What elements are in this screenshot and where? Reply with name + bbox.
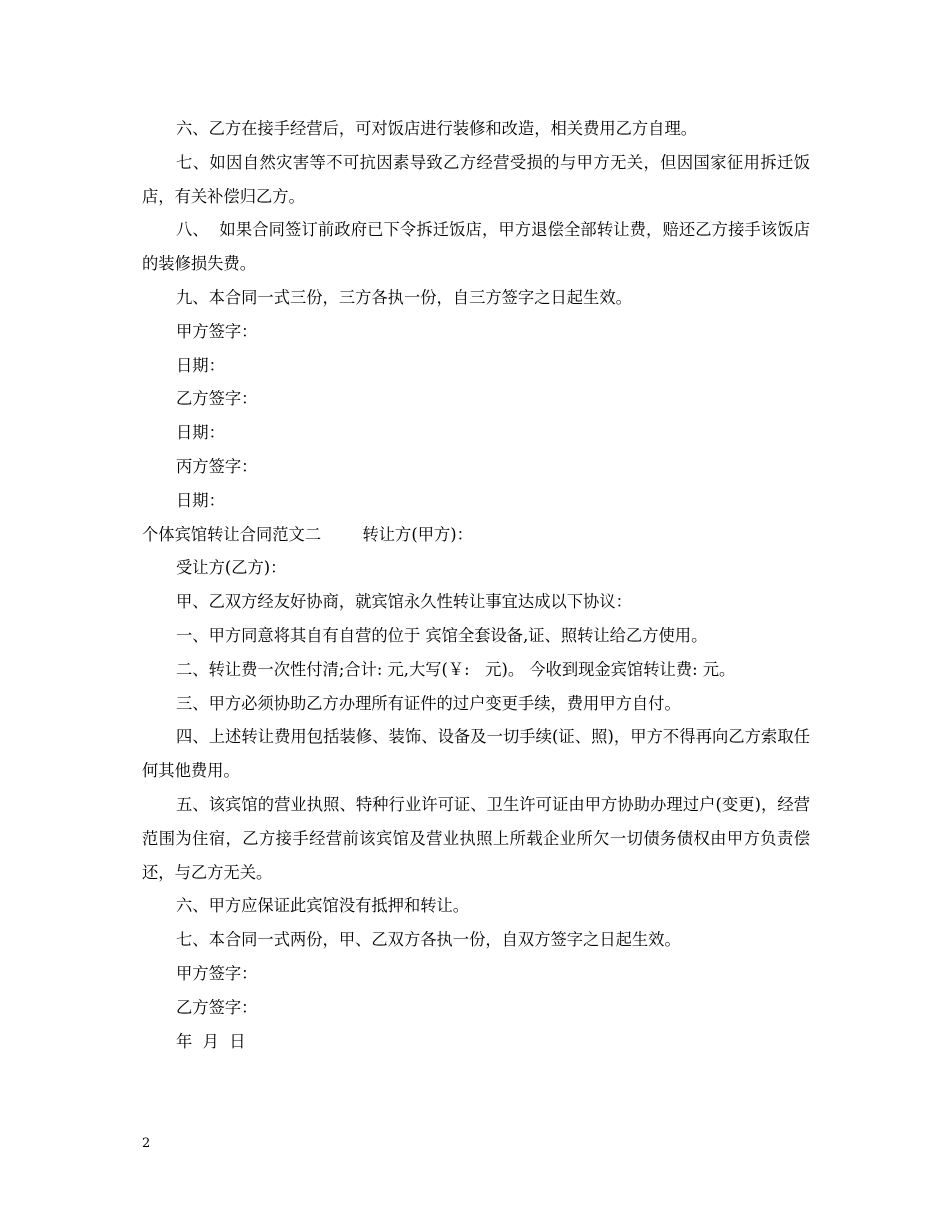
section-heading: 个体宾馆转让合同范文二 转让方(甲方)： [142,524,473,544]
paragraph-clause-5: 五、该宾馆的营业执照、特种行业许可证、卫生许可证由甲方协助办理过户(变更)，经营范围为住宿，乙方接手经营前该宾馆及营业执照上所载企业所欠一切债务债权由甲方负责偿还，与乙方无关。 [142,794,810,882]
agreement-intro: 甲、乙双方经友好协商，就宾馆永久性转让事宜达成以下协议： [176,592,632,612]
signature-party-c: 丙方签字： [176,456,258,476]
page-number: 2 [142,1136,151,1151]
signature-party-a: 甲方签字： [176,963,258,983]
paragraph-clause-1: 一、甲方同意将其自有自营的位于 宾馆全套设备,证、照转让给乙方使用。 [176,625,708,645]
signature-party-b: 乙方签字： [176,389,258,409]
paragraph-clause-3: 三、甲方必须协助乙方办理所有证件的过户变更手续，费用甲方自付。 [176,693,681,713]
signature-party-b: 乙方签字： [176,997,258,1017]
date-line: 日期： [176,355,225,375]
paragraph-clause-8: 八、 如果合同签订前政府已下令拆迁饭店，甲方退偿全部转让费，赔还乙方接手该饭店的装修损失费。 [142,220,810,274]
signature-party-a: 甲方签字： [176,321,258,341]
date-line: 日期： [176,490,225,510]
paragraph-clause-6b: 六、甲方应保证此宾馆没有抵押和转让。 [176,896,470,916]
document-body [142,112,810,1058]
paragraph-clause-9: 九、本合同一式三份，三方各执一份，自三方签字之日起生效。 [176,287,632,307]
date-line: 年 月 日 [176,1031,246,1051]
paragraph-clause-7: 七、如因自然灾害等不可抗因素导致乙方经营受损的与甲方无关，但因国家征用拆迁饭店，有关补偿归乙方。 [142,152,810,206]
paragraph-clause-7b: 七、本合同一式两份，甲、乙双方各执一份，自双方签字之日起生效。 [176,930,681,950]
date-line: 日期： [176,423,225,443]
paragraph-clause-2: 二、转让费一次性付清;合计: 元,大写(￥: 元)。 今收到现金宾馆转让费: 元。 [176,659,736,679]
transferee-line: 受让方(乙方)： [176,558,287,578]
paragraph-clause-4: 四、上述转让费用包括装修、装饰、设备及一切手续(证、照)，甲方不得再向乙方索取任何其他费用。 [142,727,810,781]
paragraph-clause-6: 六、乙方在接手经营后，可对饭店进行装修和改造，相关费用乙方自理。 [176,119,698,138]
